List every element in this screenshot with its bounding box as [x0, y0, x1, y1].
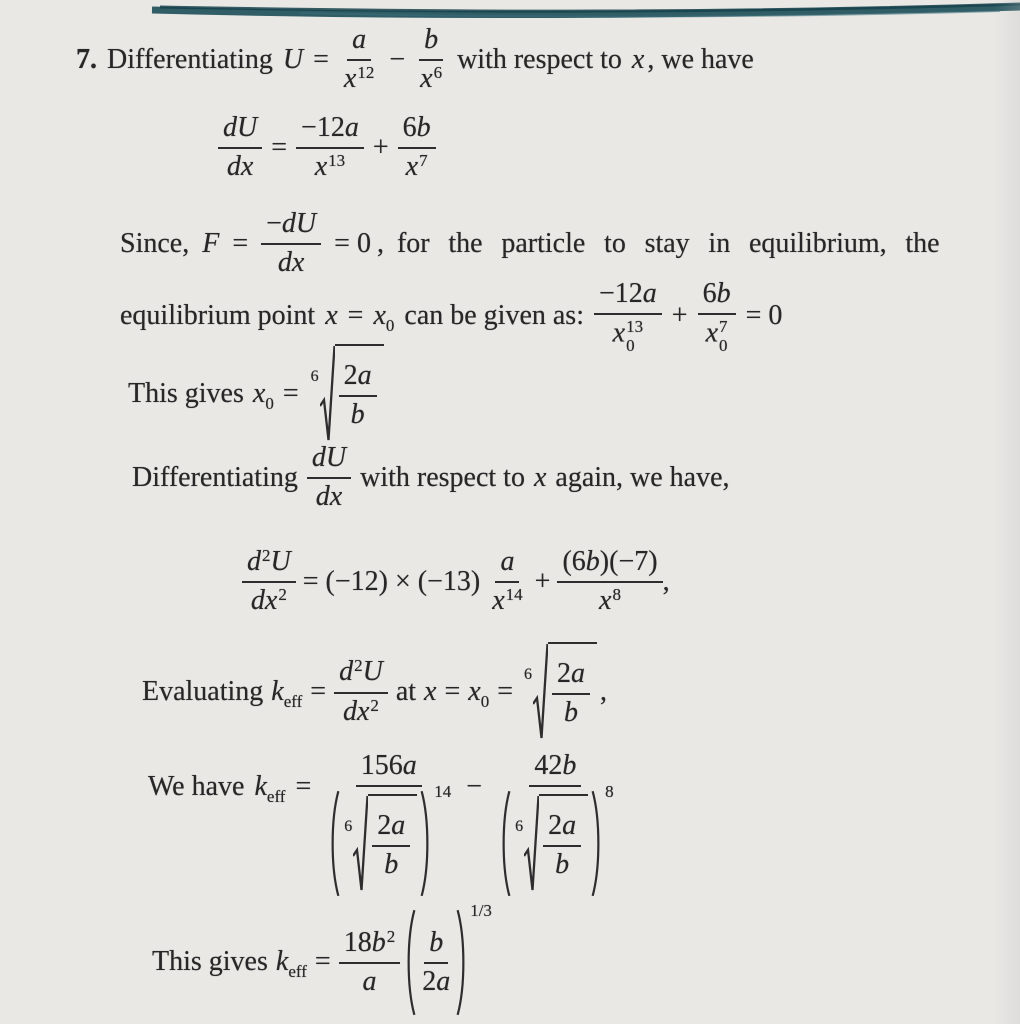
var-F: F — [202, 227, 220, 259]
math-token: a — [402, 750, 417, 781]
fraction-b-over-x6 — [415, 24, 447, 95]
group-exponent: 1/3 — [470, 901, 492, 920]
line-problem-statement — [76, 24, 754, 95]
subscript: eff — [283, 691, 303, 711]
var-x0 — [468, 675, 490, 711]
root-index: 6 — [310, 368, 319, 385]
numerator — [347, 24, 371, 61]
sup-sub-stack — [626, 318, 643, 354]
numerator — [334, 656, 388, 693]
numerator — [372, 810, 410, 847]
numerator — [552, 658, 590, 695]
var-x: x — [533, 461, 547, 493]
numerator — [424, 927, 448, 964]
var-x: x — [325, 299, 338, 331]
line-second-differentiation — [132, 442, 730, 513]
denominator — [222, 149, 258, 183]
math-token: k — [275, 946, 289, 978]
subscript: 0 — [480, 691, 490, 711]
numerator — [307, 442, 351, 479]
denominator — [339, 61, 379, 95]
paren-content — [511, 789, 591, 898]
equals-sign: = — [282, 377, 299, 409]
equals-sign: = — [313, 43, 329, 75]
fraction-minus12a-over-x0-13 — [594, 278, 662, 356]
var-x0 — [252, 377, 274, 413]
plus-sign: + — [671, 299, 688, 331]
math-token: b — [585, 546, 600, 577]
group-exponent: 8 — [605, 782, 614, 802]
fraction-2a-over-b — [552, 658, 590, 729]
subscript: 0 — [265, 393, 274, 413]
minus-sign: − — [466, 771, 483, 802]
exponent: 13 — [328, 151, 346, 171]
text-run: Differentiating — [107, 43, 273, 75]
text-run: Since, — [120, 227, 190, 259]
numerator — [261, 208, 321, 245]
times-sign: × — [394, 565, 411, 597]
subscript: 0 — [719, 336, 728, 356]
equals-sign: = — [271, 131, 288, 163]
math-token: x — [420, 63, 433, 95]
coefficient: 2 — [343, 359, 358, 391]
denominator — [311, 479, 347, 513]
coefficient: 156 — [360, 750, 403, 781]
math-token: b — [562, 750, 577, 781]
var-U: U — [282, 43, 304, 75]
text-run: This gives — [152, 946, 268, 978]
fraction-minus12a-over-x13 — [296, 112, 364, 183]
math-token: a — [391, 809, 406, 841]
root-index: 6 — [524, 666, 533, 683]
math-token: x — [468, 675, 481, 707]
plus-sign: + — [534, 565, 551, 597]
comma: , — [376, 227, 384, 259]
left-paren-icon — [328, 789, 340, 898]
var-x0 — [373, 299, 395, 335]
math-token: (6 — [562, 546, 586, 577]
fraction-6b-over-x0-7 — [698, 278, 736, 356]
denominator — [401, 149, 433, 183]
line-keff-result — [152, 901, 492, 1017]
root-index: 6 — [344, 817, 353, 835]
text-run: for the particle to stay in equilibrium, the — [396, 227, 940, 259]
math-token: x — [252, 377, 266, 409]
var-x: x — [424, 675, 437, 707]
math-token: b — [424, 24, 439, 55]
fraction-6b-over-x7 — [398, 112, 436, 183]
sixth-root — [514, 794, 588, 894]
fraction-minus-dU-dx — [261, 208, 321, 279]
exponent: 12 — [357, 63, 375, 83]
var-keff — [275, 946, 307, 982]
exponent: 2 — [262, 546, 271, 565]
text-run: again, we have, — [555, 461, 730, 493]
fraction-dU-dx — [218, 112, 262, 183]
exponent: 2 — [354, 656, 363, 676]
numerator — [529, 750, 581, 787]
radical-sign-icon — [353, 794, 368, 894]
numerator — [339, 360, 377, 397]
math-token: x — [599, 585, 612, 617]
math-token: a — [352, 24, 367, 55]
paren-group — [499, 782, 614, 898]
text-run: Evaluating — [142, 675, 264, 707]
minus-sign: − — [266, 208, 282, 239]
right-paren-icon — [420, 789, 432, 898]
math-token: k — [271, 675, 284, 707]
denominator — [492, 782, 619, 906]
fraction-d2U-dx2 — [242, 546, 296, 617]
denominator — [415, 61, 447, 95]
numerator — [339, 927, 401, 964]
item-number: 7. — [76, 43, 97, 75]
numerator — [398, 112, 436, 149]
equals-sign: = — [347, 299, 364, 331]
text-run: This gives — [128, 377, 244, 409]
right-paren-icon — [591, 789, 603, 898]
comma: , — [662, 565, 670, 597]
coefficient: 2 — [557, 657, 572, 689]
coefficient: 2 — [377, 809, 392, 841]
math-token: a — [642, 278, 657, 309]
math-token: a — [362, 966, 377, 998]
exponent: 7 — [719, 317, 728, 337]
math-token: b — [716, 278, 731, 309]
exponent: 6 — [433, 63, 443, 83]
radicand — [335, 344, 384, 444]
var-keff — [271, 675, 303, 711]
denominator — [379, 847, 403, 881]
line-second-derivative — [242, 546, 670, 617]
sixth-root — [310, 344, 384, 444]
comma: , — [600, 675, 608, 707]
big-fraction-156a — [321, 750, 456, 906]
text-run: We have — [148, 771, 245, 802]
denominator — [594, 583, 626, 617]
var-keff — [254, 771, 286, 806]
exponent: 7 — [419, 151, 428, 171]
math-token: U — [362, 656, 383, 688]
minus-sign: − — [389, 43, 406, 75]
fraction-2a-over-b — [543, 810, 581, 881]
line-equilibrium-condition — [120, 208, 940, 279]
numerator — [419, 24, 443, 61]
math-token: x — [612, 317, 626, 349]
text-run: , we have — [647, 43, 754, 75]
math-token: x — [314, 151, 328, 183]
numerator — [218, 112, 262, 149]
equals-sign: = — [444, 675, 461, 707]
line-keff-expression — [148, 750, 619, 906]
coefficient: −12 — [598, 278, 643, 309]
exponent: 2 — [386, 926, 396, 946]
denominator — [608, 315, 648, 356]
denominator — [701, 315, 733, 356]
numerator — [356, 750, 422, 787]
root-index: 6 — [515, 817, 524, 835]
math-token: k — [254, 771, 267, 802]
math-token: x — [405, 151, 419, 183]
plus-sign: + — [372, 131, 389, 163]
numerator — [557, 546, 662, 583]
math-token: dU — [223, 112, 258, 143]
coefficient: −12 — [301, 112, 345, 143]
math-token: dU — [281, 208, 317, 239]
radicand — [548, 642, 597, 742]
book-edge-band — [0, 0, 1020, 24]
math-token: dx — [277, 247, 305, 279]
coefficient: 42 — [534, 750, 563, 781]
math-token: d — [247, 546, 261, 577]
denominator — [310, 149, 350, 183]
fraction-a-over-x12 — [339, 24, 379, 95]
math-token: b — [350, 399, 365, 430]
math-token: U — [270, 546, 291, 577]
exponent: 13 — [626, 317, 644, 337]
fraction-6b-minus7-over-x8 — [557, 546, 662, 617]
coefficient: 6 — [702, 278, 717, 309]
fraction-18b2-over-a — [339, 927, 401, 998]
math-token: x — [492, 585, 505, 617]
text-run: with respect to — [360, 461, 525, 493]
denominator — [338, 694, 384, 728]
equals-sign: = — [232, 227, 249, 259]
denominator — [487, 583, 527, 617]
exponent: 2 — [278, 585, 287, 605]
math-token: dx — [315, 481, 343, 513]
math-token: b — [555, 848, 570, 880]
denominator — [550, 847, 574, 881]
radical-sign-icon — [524, 794, 539, 894]
line-equilibrium-point — [120, 278, 783, 356]
equals-sign: = — [295, 771, 312, 802]
fraction-b-over-2a — [417, 927, 455, 998]
equals-sign: = — [302, 565, 319, 597]
math-token: b — [429, 926, 444, 958]
sup-sub-stack — [719, 318, 728, 354]
denominator — [417, 964, 455, 998]
math-token: a — [500, 546, 515, 577]
math-token: b — [384, 848, 399, 880]
math-token: b — [564, 697, 579, 728]
numerator — [242, 546, 296, 583]
math-token: x — [705, 317, 719, 349]
numerator — [495, 546, 519, 583]
math-token: d — [339, 656, 354, 688]
equals-sign: = — [497, 675, 514, 707]
denominator — [357, 964, 381, 998]
line-evaluating-keff — [142, 642, 607, 742]
sixth-root — [523, 642, 597, 742]
left-paren-icon — [499, 789, 511, 898]
equals-sign: = — [310, 675, 327, 707]
paren-group — [328, 782, 452, 898]
fraction-a-over-x14 — [487, 546, 527, 617]
denominator — [246, 583, 292, 617]
math-token: dU — [311, 442, 347, 473]
numerator — [296, 112, 364, 149]
text-run: can be given as: — [404, 299, 584, 331]
radical-sign-icon — [533, 642, 548, 742]
paren-group — [404, 901, 492, 1017]
subscript: 0 — [385, 315, 395, 335]
math-token: a — [436, 966, 451, 998]
equals-zero: = 0 — [334, 227, 371, 259]
group-exponent: 14 — [434, 782, 452, 802]
paren-content — [416, 908, 456, 1017]
subscript: eff — [288, 962, 307, 982]
numerator — [543, 810, 581, 847]
math-token: x — [343, 63, 357, 95]
math-token: x — [373, 299, 386, 331]
coefficient: 2 — [548, 809, 563, 841]
math-token: a — [357, 359, 372, 391]
denominator — [321, 782, 456, 906]
coefficient: 18 — [343, 926, 372, 958]
equals-zero: = 0 — [745, 299, 783, 331]
sixth-root — [343, 794, 417, 894]
right-paren-icon — [456, 908, 468, 1017]
factor-minus13: (−13) — [417, 565, 481, 597]
factor-minus12: (−12) — [325, 565, 388, 597]
left-paren-icon — [404, 908, 416, 1017]
text-run: equilibrium point — [120, 299, 316, 331]
math-token: b — [371, 926, 386, 958]
text-run: at — [395, 675, 417, 707]
math-token: b — [416, 112, 431, 143]
numerator — [594, 278, 662, 315]
text-run: with respect to — [457, 43, 622, 75]
numerator — [698, 278, 736, 315]
math-token: a — [344, 112, 359, 143]
exponent: 8 — [612, 585, 621, 605]
math-token: dx — [250, 585, 278, 617]
subscript: 0 — [626, 336, 635, 356]
fraction-dU-dx — [307, 442, 351, 513]
exponent: 14 — [505, 585, 523, 605]
exponent: 2 — [370, 695, 379, 715]
coefficient: 6 — [402, 112, 417, 143]
denominator — [273, 245, 309, 279]
radical-sign-icon — [320, 344, 335, 444]
equals-sign: = — [314, 946, 331, 978]
fraction-d2U-dx2 — [334, 656, 388, 727]
line-first-derivative — [218, 112, 436, 183]
fraction-2a-over-b — [339, 360, 377, 431]
paren-content — [340, 789, 420, 898]
fraction-2a-over-b — [372, 810, 410, 881]
radicand — [368, 794, 417, 894]
math-token: dx — [226, 151, 254, 183]
big-fraction-42b — [492, 750, 619, 906]
radicand — [539, 794, 588, 894]
text-run: Differentiating — [132, 461, 298, 493]
math-token: )(−7) — [599, 546, 658, 577]
denominator — [346, 397, 370, 431]
math-token: a — [562, 809, 577, 841]
coefficient: 2 — [422, 966, 437, 998]
denominator — [559, 695, 583, 729]
math-token: a — [571, 657, 586, 689]
math-token: dx — [342, 695, 370, 727]
line-x0-result — [128, 344, 386, 444]
subscript: eff — [266, 787, 286, 806]
var-x: x — [631, 43, 645, 75]
